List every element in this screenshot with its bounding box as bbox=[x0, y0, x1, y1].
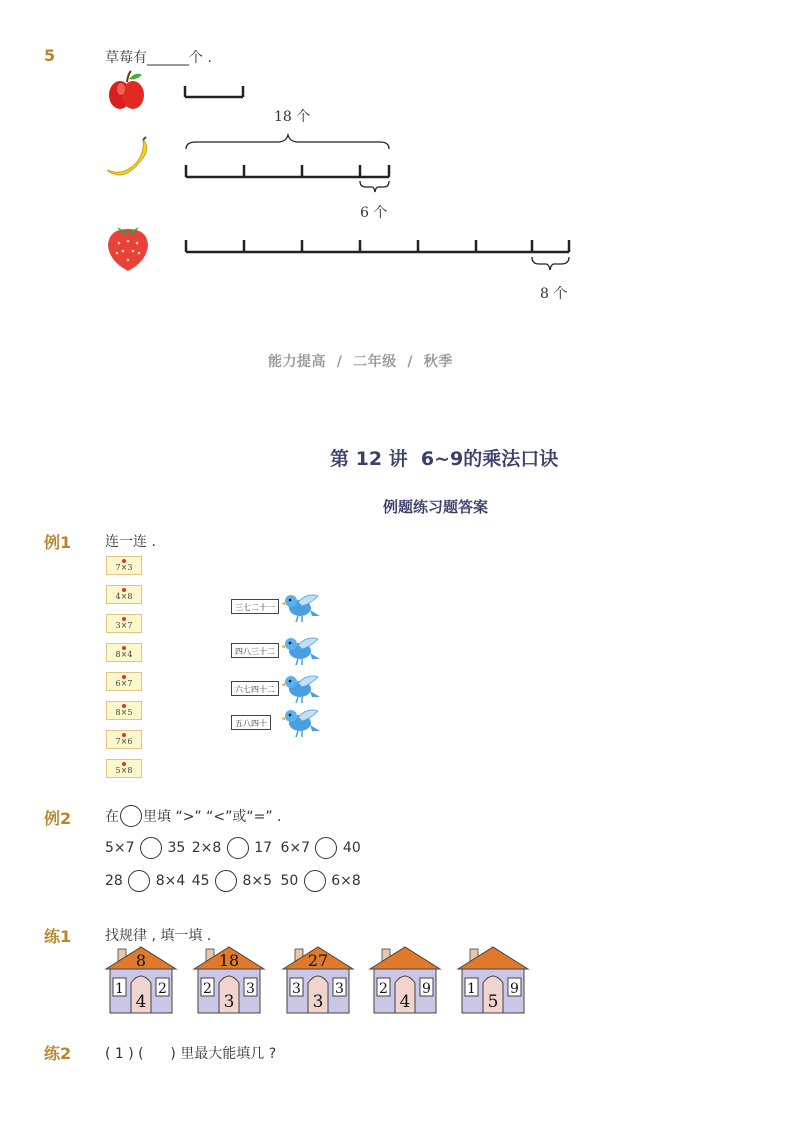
window-number-right: 9 bbox=[422, 981, 431, 997]
practice-2-label: 练2 bbox=[44, 1044, 72, 1063]
brace-18 bbox=[186, 135, 389, 149]
window-number-right: 9 bbox=[510, 981, 519, 997]
envelope-card[interactable]: 5×8 bbox=[106, 759, 142, 778]
window-number-left: 2 bbox=[203, 981, 212, 997]
compare-row-2: 28 8×4 45 8×5 50 6×8 bbox=[105, 870, 361, 892]
example-2-label: 例2 bbox=[44, 809, 72, 828]
door-number: 3 bbox=[223, 992, 235, 1012]
window-number-right: 2 bbox=[158, 981, 167, 997]
example-2-prompt: 在 里填 “>” “<”或“=” . bbox=[105, 805, 282, 827]
compare-row-1: 5×7 35 2×8 17 6×7 40 bbox=[105, 837, 361, 859]
envelope-card[interactable]: 7×3 bbox=[106, 556, 142, 575]
house bbox=[194, 947, 264, 1013]
label-6: 6 个 bbox=[360, 205, 388, 221]
bird-label[interactable]: 五八四十 bbox=[231, 715, 271, 730]
envelope-card[interactable]: 8×4 bbox=[106, 643, 142, 662]
brace-8 bbox=[532, 257, 569, 270]
page-footer: 能力提高 / 二年级 / 秋季 bbox=[268, 354, 453, 370]
door-number: 4 bbox=[399, 992, 411, 1012]
house bbox=[370, 947, 440, 1013]
window-number-left: 1 bbox=[467, 981, 476, 997]
door-number: 4 bbox=[135, 992, 147, 1012]
practice-2-prompt: ( 1 ) ( ) 里最大能填几 ? bbox=[105, 1046, 277, 1062]
envelope-card[interactable]: 6×7 bbox=[106, 672, 142, 691]
house bbox=[106, 947, 176, 1013]
answer-circle[interactable] bbox=[315, 837, 337, 859]
practice-1-prompt: 找规律 , 填一填 . bbox=[105, 928, 212, 944]
house bbox=[283, 947, 353, 1013]
window-number-left: 2 bbox=[379, 981, 388, 997]
roof-number: 27 bbox=[307, 951, 329, 970]
birds bbox=[280, 588, 320, 748]
example-1-prompt: 连一连 . bbox=[105, 534, 156, 550]
question-prompt: 草莓有______个 . bbox=[105, 50, 212, 66]
brace-6 bbox=[360, 181, 389, 192]
bird-label[interactable]: 三七二十一 bbox=[231, 599, 279, 614]
window-number-left: 3 bbox=[292, 981, 301, 997]
door-number: 5 bbox=[487, 992, 499, 1012]
roof-number: 8 bbox=[135, 951, 147, 970]
envelope-card[interactable]: 8×5 bbox=[106, 701, 142, 720]
strawberry-icon bbox=[108, 227, 148, 271]
strawberry-bar bbox=[186, 240, 569, 252]
bird-icon bbox=[281, 595, 320, 622]
banana-icon bbox=[107, 137, 147, 175]
bird-icon bbox=[281, 638, 320, 665]
answer-circle[interactable] bbox=[140, 837, 162, 859]
question-number: 5 bbox=[44, 46, 56, 65]
window-number-right: 3 bbox=[246, 981, 255, 997]
label-18: 18 个 bbox=[274, 109, 311, 125]
window-number-left: 1 bbox=[115, 981, 124, 997]
envelope-card[interactable]: 4×8 bbox=[106, 585, 142, 604]
bird-icon bbox=[281, 710, 320, 737]
house bbox=[458, 947, 528, 1013]
apple-bar bbox=[185, 86, 243, 97]
answer-circle[interactable] bbox=[227, 837, 249, 859]
fruit-bar-diagram bbox=[100, 65, 600, 310]
window-number-right: 3 bbox=[335, 981, 344, 997]
envelope-card[interactable]: 7×6 bbox=[106, 730, 142, 749]
lecture-title: 第 12 讲 6~9的乘法口诀 bbox=[330, 448, 559, 470]
practice-1-label: 练1 bbox=[44, 927, 72, 946]
houses bbox=[100, 945, 540, 1020]
answer-circle[interactable] bbox=[215, 870, 237, 892]
answer-circle[interactable] bbox=[128, 870, 150, 892]
banana-bar bbox=[186, 165, 389, 177]
bird-label[interactable]: 四八三十二 bbox=[231, 643, 279, 658]
label-8: 8 个 bbox=[540, 286, 568, 302]
circle-icon bbox=[120, 805, 142, 827]
section-title: 例题练习题答案 bbox=[383, 498, 489, 516]
envelope-card[interactable]: 3×7 bbox=[106, 614, 142, 633]
roof-number: 18 bbox=[218, 951, 240, 970]
bird-icon bbox=[281, 676, 320, 703]
bird-label[interactable]: 六七四十二 bbox=[231, 681, 279, 696]
answer-circle[interactable] bbox=[304, 870, 326, 892]
door-number: 3 bbox=[312, 992, 324, 1012]
apple-icon bbox=[109, 71, 144, 109]
example-1-label: 例1 bbox=[44, 533, 72, 552]
